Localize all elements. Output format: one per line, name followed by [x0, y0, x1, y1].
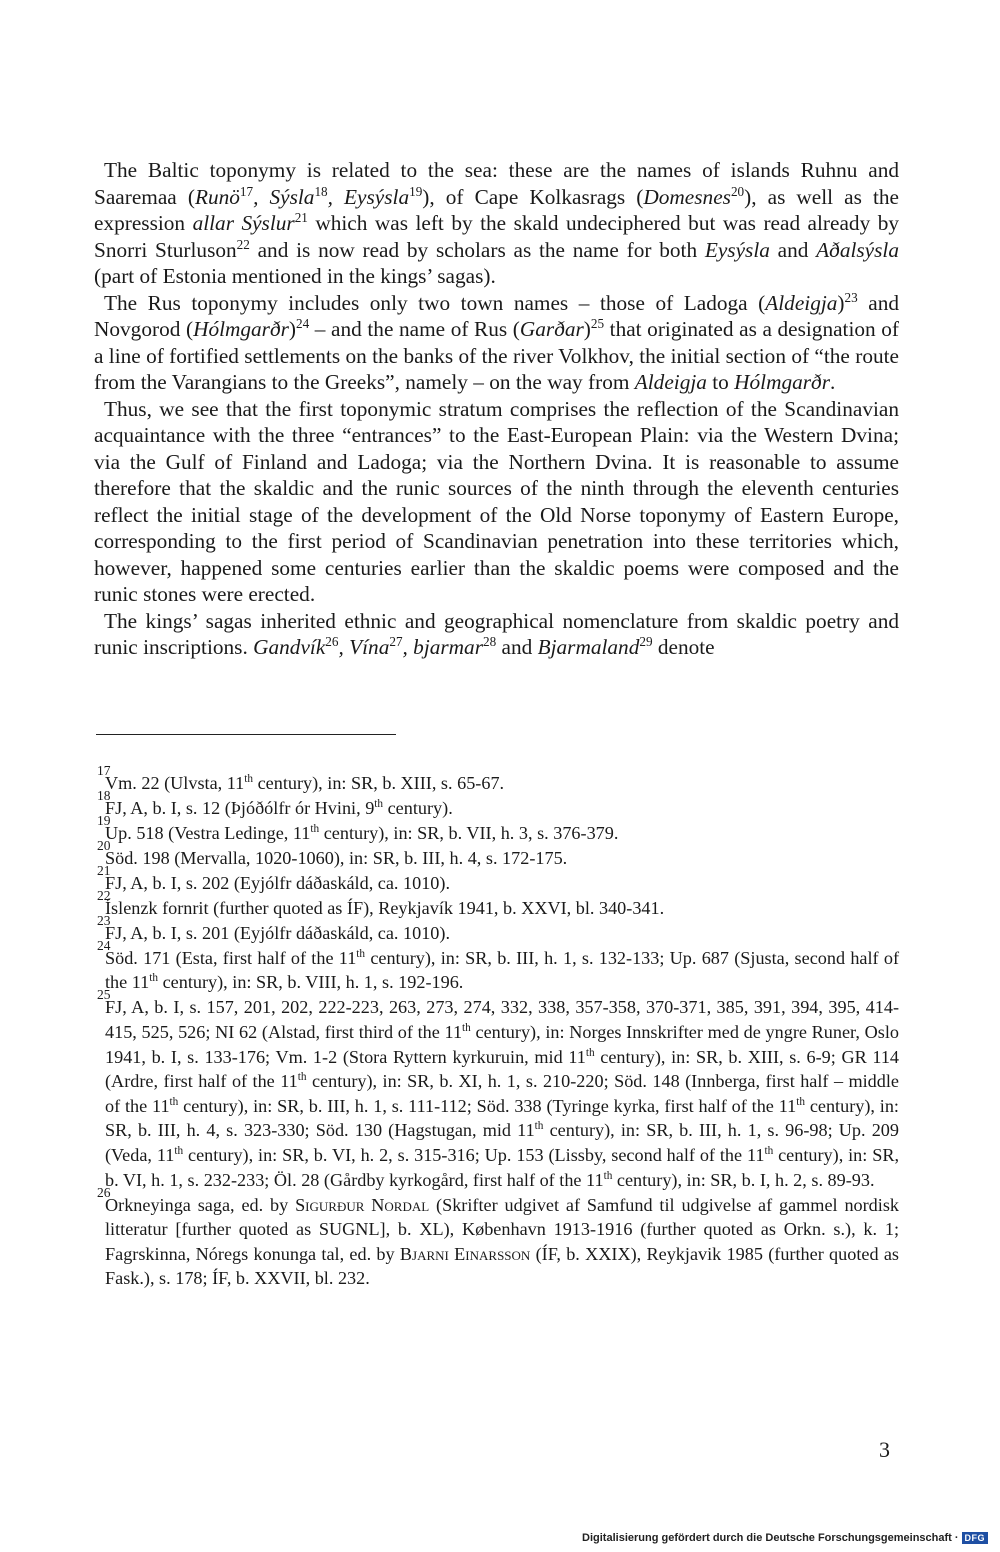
footnotes — [97, 763, 900, 1291]
footnote-text: Söd. 198 (Mervalla, 1020-1060), in: SR, b. III, h. 4, s. 172-175. — [105, 847, 568, 868]
footnote — [97, 1184, 900, 1291]
footnote-number: 18 — [97, 787, 111, 803]
footnote-number: 23 — [97, 912, 111, 928]
footnote-text: FJ, A, b. I, s. 157, 201, 202, 222-223, 263, 273, 274, 332, 338, 357-358, 370-371, 385, 391, 394, 395, 414-415, 525, 526; NI 62 (Alstad, first third of the 11th century), in: Norges Innskrifter med de yngre Runer, Oslo 1941, b. I, s. 133-176; Vm. 1-2 (Stora Ryttern kyrkuruin, mid 11th century), in: SR, b. XIII, s. 6-9; GR 114 (Ardre, first half of the 11th century), in: SR, b. XI, h. 1, s. 210-220; Söd. 148 (Innberga, first half – middle of the 11th century), in: SR, b. III, h. 1, s. 111-112; Söd. 338 (Tyringe kyrka, first half of the 11th century), in: SR, b. III, h. 4, s. 323-330; Söd. 130 (Hagstugan, mid 11th century), in: SR, b. III, h. 1, s. 96-98; Up. 209 (Veda, 11th century), in: SR, b. VI, h. 2, s. 315-316; Up. 153 (Lissby, second half of the 11th century), in: SR, b. VI, h. 1, s. 232-233; Öl. 28 (Gårdby kyrkogård, first half of the 11th century), in: SR, b. I, h. 2, s. 89-93. — [105, 997, 900, 1190]
paragraph: Thus, we see that the first toponymic stratum comprises the reflection of the Scandinavian acquaintance with the three “entrances” to the East-European Plain: via the Western Dvina; via the Gulf of Finland and Ladoga; via the Northern Dvina. It is reasonable to assume therefore that the skaldic and the runic sources of the ninth through the eleventh centuries reflect the initial stage of the development of the Old Norse toponymy of Eastern Europe, corresponding to the first period of Scandinavian penetration into these territories which, however, happened some centuries earlier than the skaldic poems were composed and the runic stones were erected. — [94, 396, 899, 606]
body-text — [94, 157, 899, 661]
footnote — [97, 812, 899, 846]
footnote-number: 26 — [97, 1184, 111, 1200]
footnote — [97, 937, 899, 995]
footnote — [97, 763, 899, 796]
page-number: 3 — [879, 1437, 890, 1462]
footnote-text: Up. 518 (Vestra Ledinge, 11th century), in: SR, b. VII, h. 3, s. 376-379. — [105, 822, 619, 843]
paragraph: The Rus toponymy includes only two town names – those of Ladoga (Aldeigja)$^{23}$ and Novgorod (Hólmgarðr)$^{24}$ – and the name of Rus (Garðar)$^{25}$ that originated as a designation of a line of fortified settlements on the banks of the river Volkhov, the initial section of “the route from the Varangians to the Greeks”, namely – on the way from Aldeigja to Hólmgarðr. — [94, 289, 900, 394]
paragraph: The Baltic toponymy is related to the sea: these are the names of islands Ruhnu and Saaremaa (Runö$^{17}$, Sýsla$^{18}$, Eysýsla$^{19}$), of Cape Kolkasrags (Domesnes$^{20}$), as well as the expression allar Sýslur$^{21}$ which was left by the skald undeciphered but was read already by Snorri Sturluson$^{22}$ and is now read by scholars as the name for both Eysýsla and Aðalsýsla (part of Estonia mentioned in the kings’ sagas). — [94, 158, 899, 288]
footnote-number: 21 — [97, 862, 111, 878]
footnote-divider — [96, 734, 396, 735]
footnote-number: 19 — [97, 812, 111, 828]
footnote — [97, 787, 899, 821]
footnote-number: 24 — [97, 937, 111, 953]
footnote-text: FJ, A, b. I, s. 12 (Þjóðólfr ór Hvini, 9th century). — [105, 797, 453, 818]
footnote-text: FJ, A, b. I, s. 202 (Eyjólfr dáðaskáld, ca. 1010). — [105, 872, 451, 893]
footnote-text: Íslenzk fornrit (further quoted as ÍF), Reykjavík 1941, b. XXVI, bl. 340-341. — [105, 897, 665, 918]
funding-note-text: Digitalisierung gefördert durch die Deutsche Forschungsgemeinschaft — [582, 1532, 952, 1544]
footnote — [97, 862, 899, 896]
footnote-number: 17 — [97, 763, 111, 778]
funding-note: Digitalisierung gefördert durch die Deutsche Forschungsgemeinschaft · DFG — [582, 1532, 988, 1544]
footnote-text: Söd. 171 (Esta, first half of the 11th century), in: SR, b. III, h. 1, s. 132-133; Up. 687 (Sjusta, second half of the 11th century), in: SR, b. VIII, h. 1, s. 192-196. — [105, 947, 899, 993]
footnote — [97, 887, 899, 921]
dfg-logo: DFG — [962, 1532, 989, 1544]
paragraph: The kings’ sagas inherited ethnic and geographical nomenclature from skaldic poetry and runic inscriptions. Gandvík$^{26}$, Vína$^{27}$, bjarmar$^{28}$ and Bjarmaland$^{29}$ denote — [94, 608, 899, 659]
footnote-text: Vm. 22 (Ulvsta, 11th century), in: SR, b. XIII, s. 65-67. — [105, 772, 505, 793]
footnote-number: 20 — [97, 837, 111, 853]
footnote-text: FJ, A, b. I, s. 201 (Eyjólfr dáðaskáld, ca. 1010). — [105, 922, 451, 943]
footnote-number: 22 — [97, 887, 111, 903]
footnote-text: Orkneyinga saga, ed. by Sigurður Nordal (Skrifter udgivet af Samfund til udgivelse af gammel nordisk litteratur [further quoted as SUGNL], b. XL), København 1913-1916 (further quoted as Orkn. s.), k. 1; Fagrskinna, Nóregs konunga tal, ed. by Bjarni Einarsson (ÍF, b. XXIX), Reykjavik 1985 (further quoted as Fask.), s. 178; ÍF, b. XXVII, bl. 232. — [105, 1194, 900, 1289]
footnote — [97, 912, 899, 946]
footnote — [97, 987, 900, 1192]
footnote — [97, 837, 899, 871]
footnote-number: 25 — [97, 987, 111, 1003]
